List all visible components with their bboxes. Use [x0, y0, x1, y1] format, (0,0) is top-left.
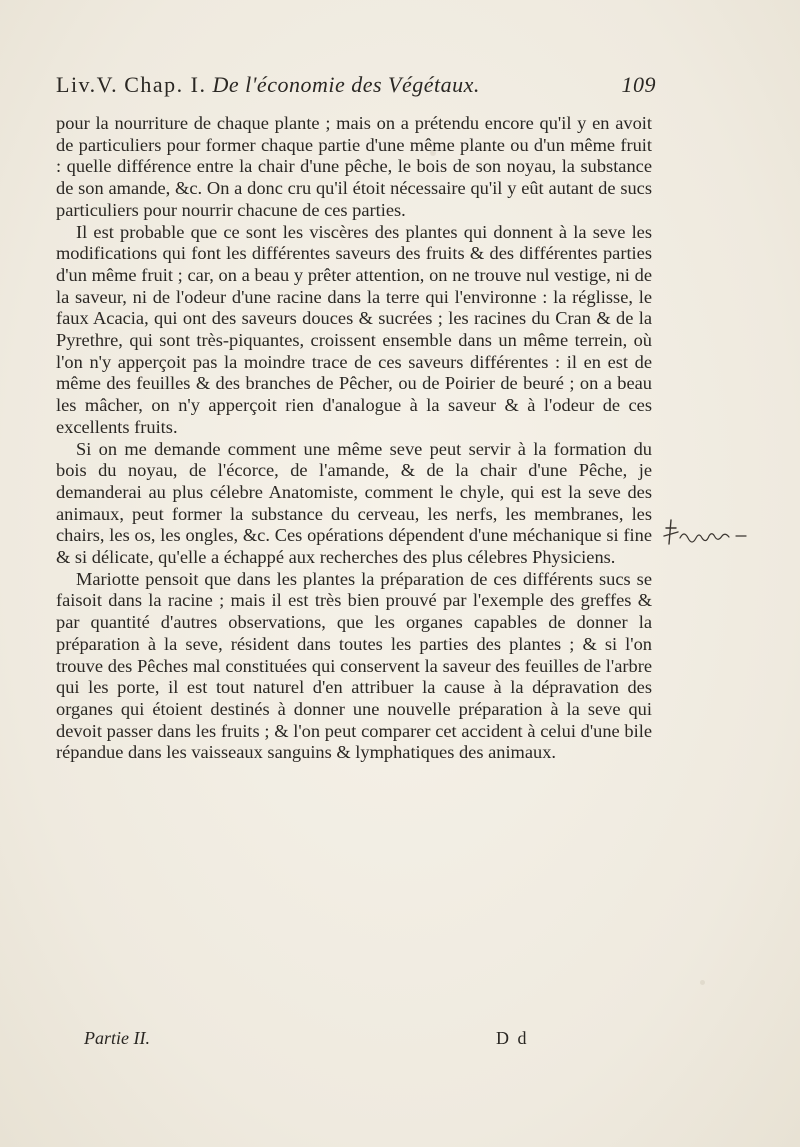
running-head: [56, 72, 656, 104]
handwritten-annotation-icon: [660, 514, 750, 554]
paragraph-1: pour la nourriture de chaque plante ; mais on a prétendu encore qu'il y en avoit de particuliers pour former chaque partie d'une même plante ou d'un même fruit : quelle différence entre la chair d'une pêche, le bois de son noyau, la substance de son amande, &c. On a donc cru qu'il étoit nécessaire qu'il y eût autant de sucs particuliers pour nourrir chacune de ces parties.: [56, 113, 652, 220]
chapter-title: De l'économie des Végétaux.: [212, 72, 480, 97]
chapter-number: Chap. I.: [124, 72, 207, 97]
paragraph-4: Mariotte pensoit que dans les plantes la préparation de ces différents sucs se faisoit dans la racine ; mais il est très bien prouvé par l'exemple des greffes & par quantité d'autres observations, que les organes capables de donner la préparation à la seve, résident dans toutes les parties des plantes ; & si l'on trouve des Pêches mal constituées qui conservent la saveur des feuilles de l'arbre qui les porte, il est tout naturel d'en attribuer la cause à la dépravation des organes qui étoient destinés à donner une nouvelle préparation à la seve qui devoit passer dans les fruits ; & l'on peut comparer cet accident à celui d'une bile répandue dans les vaisseaux sanguins & lymphatiques des animaux.: [56, 568, 652, 763]
paper-stain: [700, 980, 705, 985]
signature-mark: D d: [496, 1028, 529, 1048]
book-number: Liv.V.: [56, 72, 119, 97]
page-footer: [56, 1028, 652, 1052]
body-text: [56, 113, 652, 764]
paragraph-3: Si on me demande comment une même seve peut servir à la formation du bois du noyau, de l'écorce, de l'amande, & de la chair d'une Pêche, je demanderai au plus célebre Anatomiste, comment le chyle, qui est la seve des animaux, peut former la substance du cerveau, les nerfs, les membranes, les chairs, les os, les ongles, &c. Ces opérations dépendent d'une méchanique si fine & si délicate, qu'elle a échappé aux recherches des plus célebres Physiciens.: [56, 438, 652, 568]
page-number: 109: [621, 72, 656, 97]
part-label: Partie II.: [84, 1028, 150, 1048]
paragraph-2: Il est probable que ce sont les viscères des plantes qui donnent à la seve les modifications qui font les différentes saveurs des fruits & des différentes parties d'un même fruit ; car, on a beau y prêter attention, on ne trouve nul vestige, ni de la saveur, ni de l'odeur d'une racine dans la terre qui l'environne : la réglisse, le faux Acacia, qui ont des saveurs douces & sucrées ; les racines du Cran & de la Pyrethre, qui sont très-piquantes, croissent ensemble dans un même terrein, où l'on n'y apperçoit pas la moindre trace de ces saveurs différentes : il en est de même des feuilles & des branches de Pêcher, ou de Poirier de beuré ; on a beau les mâcher, on n'y apperçoit rien d'analogue à la saveur & à l'odeur de ces excellents fruits.: [56, 221, 652, 437]
